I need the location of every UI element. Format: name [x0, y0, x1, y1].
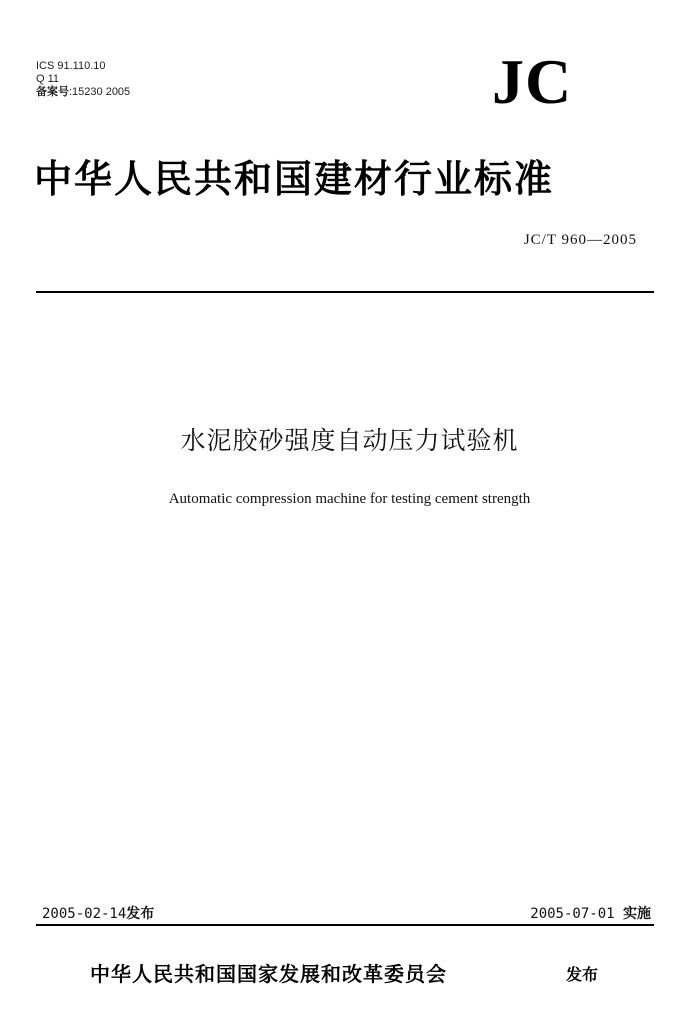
publish-label: 发布 [566, 965, 599, 984]
effective-date [530, 903, 651, 923]
standard-category-title: 中华人民共和国建材行业标准 [34, 156, 555, 201]
record-label: 备案号 [36, 86, 69, 98]
record-number [36, 86, 130, 99]
ics-code: ICS 91.110.10 [36, 60, 106, 72]
document-title-en: Automatic compression machine for testing cement strength [168, 491, 531, 507]
issue-date-value: 2005-02-14 [42, 906, 127, 922]
record-value: :15230 2005 [69, 86, 131, 98]
standard-code: JC/T 960—2005 [523, 232, 637, 248]
classification-code: Q 11 [36, 73, 60, 85]
issue-label: 发布 [126, 906, 155, 922]
issuing-authority: 中华人民共和国国家发展和改革委员会 [90, 962, 447, 986]
effective-label: 实施 [623, 906, 651, 922]
footer-divider [36, 924, 654, 926]
classification-block [36, 60, 130, 99]
document-title-cn: 水泥胶砂强度自动压力试验机 [180, 426, 519, 455]
effective-date-value: 2005-07-01 [530, 906, 615, 922]
jc-logo: JC [492, 46, 573, 117]
header-divider [36, 291, 654, 293]
issue-date [42, 903, 154, 923]
